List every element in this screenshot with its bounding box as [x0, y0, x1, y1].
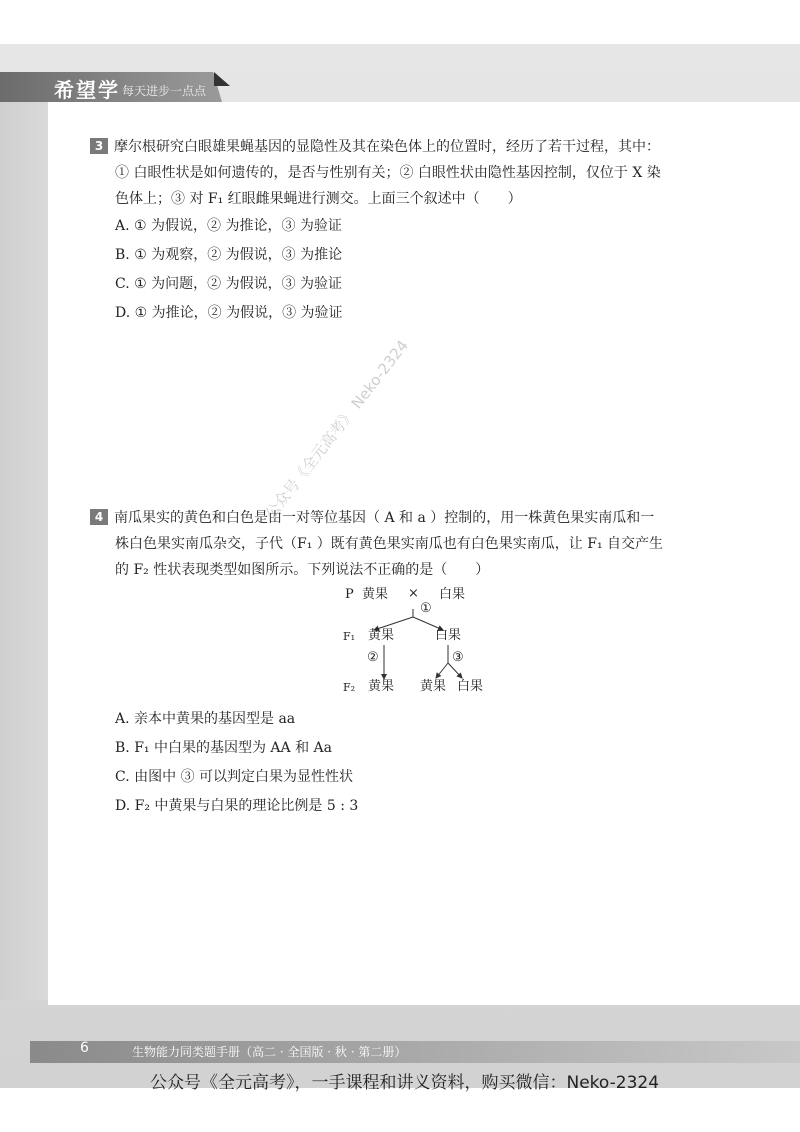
question-line: 色体上；③ 对 F₁ 红眼雌果蝇进行测交。上面三个叙述中（ ） [115, 191, 522, 207]
option-b: B. ① 为观察，② 为假说，③ 为推论 [115, 247, 343, 263]
f1-yellow: 黄果 [368, 628, 395, 643]
option-c: C. 由图中 ③ 可以判定白果为显性性状 [115, 769, 354, 785]
question-number-badge: 4 [90, 509, 108, 525]
p-yellow: 黄果 [362, 587, 389, 602]
cross-symbol: × [408, 586, 419, 601]
option-d: D. ① 为推论，② 为假说，③ 为验证 [115, 305, 343, 321]
f1-white: 白果 [435, 628, 462, 643]
book-title: 生物能力同类题手册（高二 · 全国版 · 秋 · 第二册） [132, 1045, 407, 1059]
page-number: 6 [80, 1040, 89, 1056]
option-a: A. 亲本中黄果的基因型是 aa [115, 711, 296, 727]
brand-slogan: 每天进步一点点 [122, 84, 207, 98]
cross-diagram [340, 587, 500, 695]
option-a: A. ① 为假说，② 为推论，③ 为验证 [115, 218, 342, 234]
f2-yellow: 黄果 [368, 679, 395, 694]
option-c: C. ① 为问题，② 为假说，③ 为验证 [115, 276, 343, 292]
brand-name: 希望学 [54, 78, 120, 102]
option-d: D. F₂ 中黄果与白果的理论比例是 5 : 3 [115, 798, 359, 814]
step-2-label: ② [367, 650, 379, 665]
f1-label: F₁ [343, 630, 356, 643]
question-text: 摩尔根研究白眼雄果蝇基因的显隐性及其在染色体上的位置时，经历了若干过程，其中： [114, 139, 660, 155]
p-white: 白果 [439, 587, 466, 602]
option-b: B. F₁ 中白果的基因型为 AA 和 Aa [115, 740, 332, 756]
question-line: 株白色果实南瓜杂交，子代（F₁ ）既有黄色果实南瓜也有白色果实南瓜，让 F₁ 自交产生 [115, 536, 664, 552]
question-line: ① 白眼性状是如何遗传的，是否与性别有关；② 白眼性状由隐性基因控制，仅位于 X 染 [115, 165, 661, 181]
step-3-label: ③ [452, 650, 464, 665]
question-4-options [90, 705, 730, 821]
arrow-to-f2-white [448, 663, 462, 678]
f2-white: 白果 [457, 679, 484, 694]
question-text: 南瓜果实的黄色和白色是由一对等位基因（ A 和 a ）控制的，用一株黄色果实南瓜和一 [114, 510, 655, 526]
bottom-note: 公众号《全元高考》，一手课程和讲义资料，购买微信：Neko-2324 [150, 1073, 660, 1093]
question-line: 的 F₂ 性状表现类型如图所示。下列说法不正确的是（ ） [115, 562, 490, 578]
question-3 [90, 134, 730, 328]
step-1-label: ① [420, 601, 432, 616]
arrow-to-f2-yellow-2 [436, 663, 448, 678]
f2-yellow-2: 黄果 [420, 679, 447, 694]
p-label: P [345, 587, 354, 602]
question-number-badge: 3 [90, 138, 108, 154]
question-line [90, 134, 730, 160]
question-4 [90, 505, 730, 583]
f2-label: F₂ [343, 681, 356, 694]
watermark: 公众号《全元高考》 Neko-2324 [261, 336, 413, 523]
question-line [90, 505, 730, 531]
